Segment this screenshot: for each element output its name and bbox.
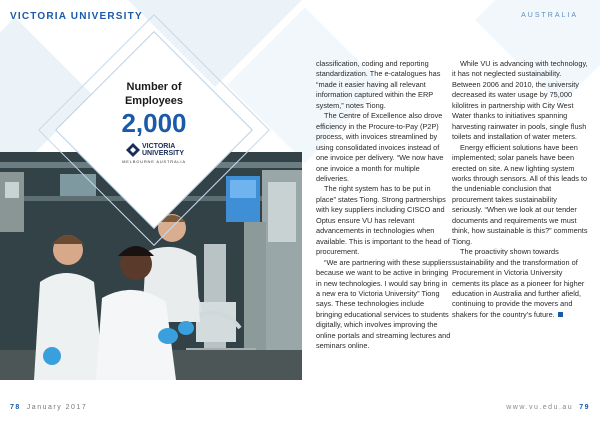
paragraph: While VU is advancing with technology, it has not neglected sustainability. Between 2006 and 2010, the university decreased its water usage by 75,000 kilolitres in partnership with City West Water thanks to initiatives spanning harvesting rainwater in pools, single flush toilets and installation of water meters. [452, 59, 588, 142]
publication-header-country: AUSTRALIA [521, 12, 578, 19]
article-column-2 [452, 59, 588, 320]
university-logo [114, 143, 194, 167]
logo-subtitle: MELBOURNE AUSTRALIA [122, 159, 186, 164]
paragraph: “We are partnering with these suppliers because we want to be active in bringing in new technologies. I would say bring in a new era to Victoria University” Tiong says. These technologies include bringing educational services to students digitally, which involves improving the online portals and streaming lectures and seminars online. [316, 257, 452, 351]
footer-left [10, 404, 87, 411]
logo-name-line1: VICTORIA [142, 143, 176, 150]
logo-name [142, 143, 184, 157]
paragraph: Energy efficient solutions have been implemented; solar panels have been erected on site. A new lighting system works through sensors. All of this leads to the undeniable conclusion that procurement takes sustainability seriously. “When we look at our tender documents and requirements we must think, how sustainable is this?” comments Tiong. [452, 142, 588, 246]
page-number-right: 79 [579, 404, 590, 411]
issue-date: January 2017 [26, 404, 88, 411]
page-number-left: 78 [10, 404, 21, 411]
university-logo-icon [126, 143, 140, 157]
stat-label: Number of Employees [124, 81, 184, 107]
paragraph: The right system has to be put in place” states Tiong. Strong partnerships with key suppliers including CISCO and Optus ensure VU has relevant advancements in technologies when available. This is important to the head of procurement. [316, 184, 450, 257]
paragraph-final [452, 247, 588, 320]
paragraph: classification, coding and reporting standardization. The e-catalogues has “made it easier having all relevant information captured within the ERP system,” notes Tiong. [316, 59, 441, 110]
article-column-1 [316, 59, 452, 352]
logo-name-line2: UNIVERSITY [142, 150, 185, 157]
publication-header-title: VICTORIA UNIVERSITY [10, 11, 143, 22]
final-paragraph-text: The proactivity shown towards sustainability and the transformation of Procurement in Victoria University cements its place as a pioneer for higher education in Australia and further afield, continuing to provide the movers and shakers for the country’s future. [452, 247, 585, 319]
footer-right [506, 404, 590, 411]
stat-value: 2,000 [121, 108, 187, 138]
website-url: www.vu.edu.au [506, 404, 574, 411]
end-of-article-icon [558, 312, 563, 317]
paragraph: The Centre of Excellence also drove efficiency in the Procure-to-Pay (P2P) process, with invoices streamlined by using consolidated invoices instead of one invoice per delivery. “We now have one invoice a month for multiple deliveries. [316, 111, 444, 183]
